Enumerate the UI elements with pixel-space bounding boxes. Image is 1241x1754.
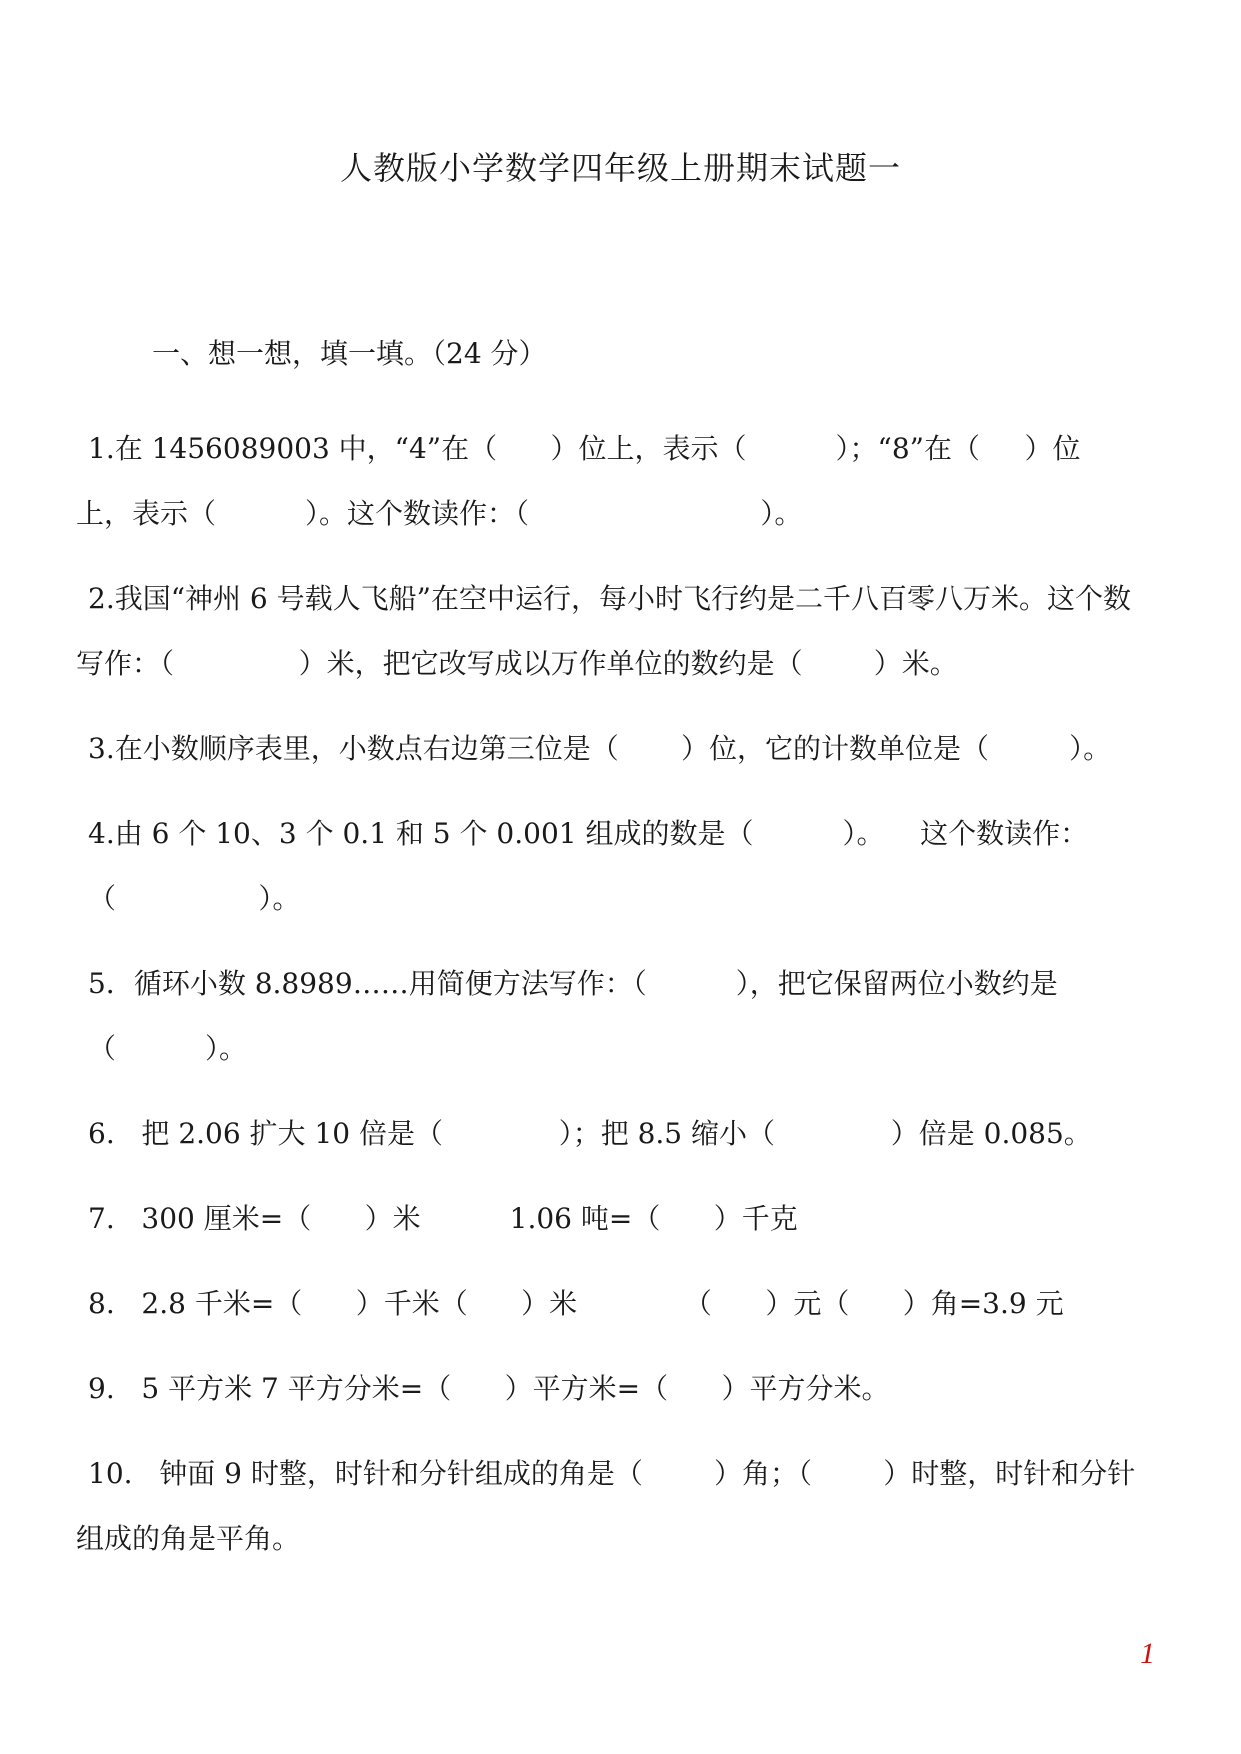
question-1-line-2: 上，表示（ ）。这个数读作：（ ）。 [76, 497, 803, 530]
question-5-line-1: 5．循环小数 8.8989……用简便方法写作：（ ），把它保留两位小数约是 [88, 967, 1058, 1000]
section-heading: 一、想一想，填一填。（24 分） [152, 337, 547, 370]
question-9-line-1: 9. 5 平方米 7 平方分米=（ ）平方米=（ ）平方分米。 [88, 1372, 890, 1405]
question-4-line-1: 4.由 6 个 10、3 个 0.1 和 5 个 0.001 组成的数是（ ）。 这个数读作： [88, 817, 1089, 850]
question-2-line-1: 2.我国“神州 6 号载人飞船”在空中运行，每小时飞行约是二千八百零八万米。这个数 [88, 582, 1131, 615]
question-2-line-2: 写作：（ ）米，把它改写成以万作单位的数约是（ ）米。 [76, 647, 958, 680]
document-title: 人教版小学数学四年级上册期末试题一 [339, 149, 901, 187]
question-5-line-2: （ ）。 [88, 1032, 248, 1065]
question-10-line-2: 组成的角是平角。 [76, 1522, 301, 1555]
question-10-line-1: 10. 钟面 9 时整，时针和分针组成的角是（ ）角；（ ）时整，时针和分针 [88, 1457, 1136, 1490]
question-3-line-1: 3.在小数顺序表里，小数点右边第三位是（ ）位，它的计数单位是（ ）。 [88, 732, 1112, 765]
question-8-line-1: 8. 2.8 千米=（ ）千米（ ）米 （ ）元（ ）角=3.9 元 [88, 1287, 1064, 1320]
question-1-line-1: 1.在 1456089003 中，“4”在（ ）位上，表示（ ）；“8”在（ ）位 [88, 432, 1081, 465]
page-number: 1 [1140, 1637, 1155, 1670]
question-7-line-1: 7. 300 厘米=（ ）米 1.06 吨=（ ）千克 [88, 1202, 798, 1235]
question-6-line-1: 6. 把 2.06 扩大 10 倍是（ ）；把 8.5 缩小（ ）倍是 0.085。 [88, 1117, 1092, 1150]
question-4-line-2: （ ）。 [88, 882, 301, 915]
